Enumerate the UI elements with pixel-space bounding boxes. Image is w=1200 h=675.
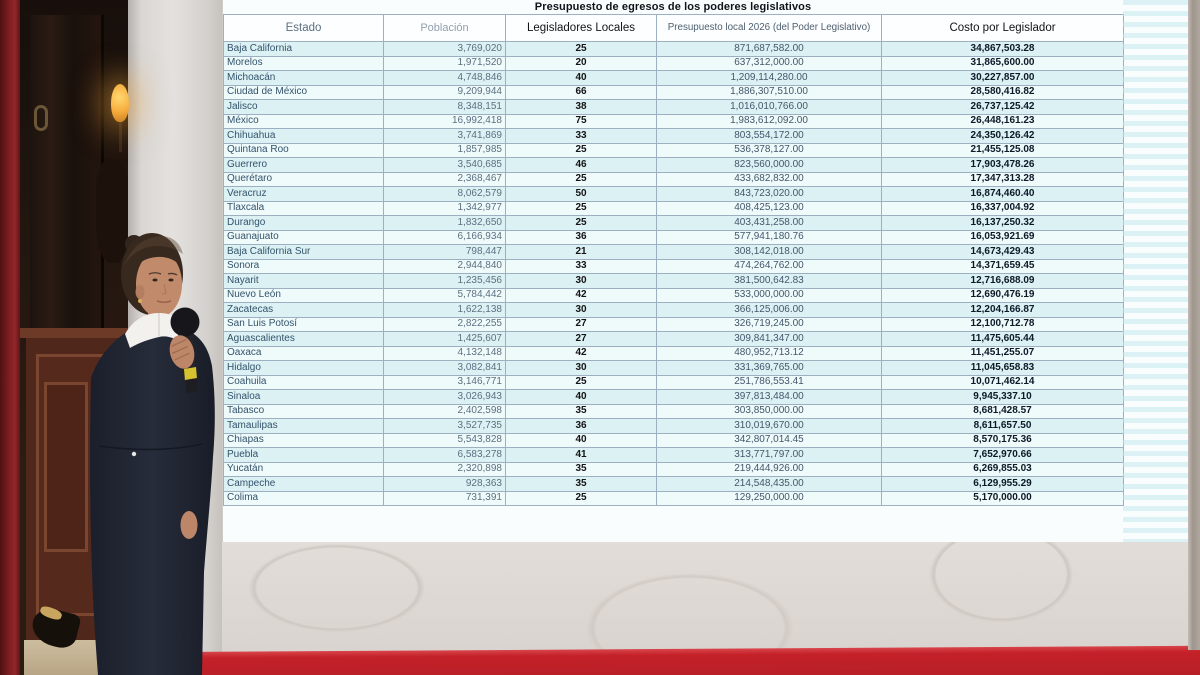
legislators-cell: 25 [506,201,657,216]
budget-cell: 403,431,258.00 [657,216,882,231]
budget-cell: 219,444,926.00 [657,462,882,477]
table-row [224,477,1124,492]
budget-cell: 433,682,832.00 [657,172,882,187]
population-cell: 9,209,944 [384,85,506,100]
population-cell: 6,583,278 [384,448,506,463]
table-row [224,56,1124,71]
legislators-cell: 36 [506,230,657,245]
state-cell: Baja California Sur [224,245,384,260]
table-row [224,245,1124,260]
legislators-cell: 42 [506,288,657,303]
door-handle [34,105,48,131]
legislators-cell: 30 [506,361,657,376]
state-cell: Querétaro [224,172,384,187]
table-row [224,404,1124,419]
state-cell: Sinaloa [224,390,384,405]
table-row [224,346,1124,361]
table-row [224,375,1124,390]
population-cell: 3,769,020 [384,42,506,57]
table-row [224,332,1124,347]
cost-cell: 12,716,688.09 [882,274,1124,289]
legislators-cell: 33 [506,259,657,274]
budget-cell: 871,687,582.00 [657,42,882,57]
state-cell: Nuevo León [224,288,384,303]
cost-cell: 26,737,125.42 [882,100,1124,115]
table-row [224,230,1124,245]
state-cell: Puebla [224,448,384,463]
cost-cell: 8,681,428.57 [882,404,1124,419]
state-cell: Yucatán [224,462,384,477]
legislators-cell: 20 [506,56,657,71]
legislators-cell: 30 [506,303,657,318]
legislators-cell: 42 [506,346,657,361]
ear [136,285,145,299]
legislators-cell: 40 [506,71,657,86]
table-row [224,143,1124,158]
state-cell: Ciudad de México [224,85,384,100]
cost-cell: 34,867,503.28 [882,42,1124,57]
table-row [224,317,1124,332]
table-row [224,288,1124,303]
population-cell: 2,320,898 [384,462,506,477]
budget-table [223,14,1124,506]
population-cell: 2,944,840 [384,259,506,274]
budget-cell: 309,841,347.00 [657,332,882,347]
state-cell: México [224,114,384,129]
state-cell: Quintana Roo [224,143,384,158]
button [132,452,136,456]
population-cell: 731,391 [384,491,506,506]
state-cell: Veracruz [224,187,384,202]
budget-cell: 310,019,670.00 [657,419,882,434]
cost-cell: 10,071,462.14 [882,375,1124,390]
cost-cell: 6,269,855.03 [882,462,1124,477]
earring [138,299,142,303]
cost-cell: 30,227,857.00 [882,71,1124,86]
legislators-cell: 36 [506,419,657,434]
budget-cell: 1,209,114,280.00 [657,71,882,86]
legislators-cell: 25 [506,42,657,57]
state-cell: Chihuahua [224,129,384,144]
table-row [224,71,1124,86]
cost-cell: 5,170,000.00 [882,491,1124,506]
projector-banding [1123,0,1189,542]
legislators-cell: 40 [506,390,657,405]
cost-cell: 12,204,166.87 [882,303,1124,318]
left-eye [152,279,157,282]
cost-cell: 16,053,921.69 [882,230,1124,245]
cost-cell: 28,580,416.82 [882,85,1124,100]
table-row [224,42,1124,57]
cost-cell: 31,865,600.00 [882,56,1124,71]
cost-cell: 17,903,478.26 [882,158,1124,173]
cost-cell: 9,945,337.10 [882,390,1124,405]
column-header: Legisladores Locales [506,15,657,42]
cost-cell: 8,611,657.50 [882,419,1124,434]
cost-cell: 14,673,429.43 [882,245,1124,260]
table-row [224,361,1124,376]
table-row [224,85,1124,100]
state-cell: Tamaulipas [224,419,384,434]
population-cell: 3,741,869 [384,129,506,144]
population-cell: 4,132,148 [384,346,506,361]
legislators-cell: 41 [506,448,657,463]
cost-cell: 24,350,126.42 [882,129,1124,144]
budget-cell: 1,886,307,510.00 [657,85,882,100]
budget-cell: 251,786,553.41 [657,375,882,390]
state-cell: Campeche [224,477,384,492]
budget-cell: 342,807,014.45 [657,433,882,448]
table-row [224,114,1124,129]
budget-cell: 313,771,797.00 [657,448,882,463]
microphone-head [171,308,200,337]
legislators-cell: 25 [506,216,657,231]
state-cell: Tabasco [224,404,384,419]
column-header: Población [384,15,506,42]
table-row [224,158,1124,173]
budget-cell: 843,723,020.00 [657,187,882,202]
state-cell: Tlaxcala [224,201,384,216]
budget-cell: 1,016,010,766.00 [657,100,882,115]
population-cell: 3,540,685 [384,158,506,173]
budget-cell: 577,941,180.76 [657,230,882,245]
cost-cell: 7,652,970.66 [882,448,1124,463]
budget-cell: 308,142,018.00 [657,245,882,260]
state-cell: Colima [224,491,384,506]
table-row [224,448,1124,463]
population-cell: 5,543,828 [384,433,506,448]
amber-lamp [111,84,129,122]
population-cell: 3,082,841 [384,361,506,376]
state-cell: Chiapas [224,433,384,448]
cost-cell: 12,690,476.19 [882,288,1124,303]
door-panel-inner [44,382,88,552]
legislators-cell: 25 [506,491,657,506]
table-row [224,303,1124,318]
cost-cell: 26,448,161.23 [882,114,1124,129]
state-cell: Coahuila [224,375,384,390]
budget-cell: 397,813,484.00 [657,390,882,405]
budget-cell: 1,983,612,092.00 [657,114,882,129]
cost-cell: 16,137,250.32 [882,216,1124,231]
population-cell: 6,166,934 [384,230,506,245]
projection-screen [222,0,1188,542]
budget-cell: 326,719,245.00 [657,317,882,332]
state-cell: Zacatecas [224,303,384,318]
cost-cell: 17,347,313.28 [882,172,1124,187]
table-row [224,129,1124,144]
column-header: Estado [224,15,384,42]
legislators-cell: 25 [506,375,657,390]
budget-cell: 408,425,123.00 [657,201,882,216]
population-cell: 1,425,607 [384,332,506,347]
table-row [224,187,1124,202]
budget-cell: 474,264,762.00 [657,259,882,274]
state-cell: Michoacán [224,71,384,86]
state-cell: Sonora [224,259,384,274]
budget-cell: 381,500,642.83 [657,274,882,289]
table-row [224,390,1124,405]
population-cell: 2,368,467 [384,172,506,187]
legislators-cell: 30 [506,274,657,289]
cost-cell: 21,455,125.08 [882,143,1124,158]
population-cell: 1,342,977 [384,201,506,216]
cost-cell: 8,570,175.36 [882,433,1124,448]
state-cell: San Luis Potosí [224,317,384,332]
table-row [224,201,1124,216]
population-cell: 3,527,735 [384,419,506,434]
right-eye [168,279,173,282]
legislators-cell: 35 [506,462,657,477]
population-cell: 928,363 [384,477,506,492]
population-cell: 3,026,943 [384,390,506,405]
state-cell: Guanajuato [224,230,384,245]
population-cell: 1,971,520 [384,56,506,71]
state-cell: Nayarit [224,274,384,289]
budget-cell: 637,312,000.00 [657,56,882,71]
legislators-cell: 38 [506,100,657,115]
cost-cell: 12,100,712.78 [882,317,1124,332]
table-row [224,491,1124,506]
population-cell: 5,784,442 [384,288,506,303]
population-cell: 3,146,771 [384,375,506,390]
state-cell: Guerrero [224,158,384,173]
legislators-cell: 33 [506,129,657,144]
population-cell: 8,348,151 [384,100,506,115]
column-header: Costo por Legislador [882,15,1124,42]
state-cell: Jalisco [224,100,384,115]
budget-cell: 533,000,000.00 [657,288,882,303]
cost-cell: 16,874,460.40 [882,187,1124,202]
population-cell: 16,992,418 [384,114,506,129]
table-row [224,100,1124,115]
state-cell: Oaxaca [224,346,384,361]
budget-cell: 536,378,127.00 [657,143,882,158]
cost-cell: 11,451,255.07 [882,346,1124,361]
table-row [224,172,1124,187]
state-cell: Morelos [224,56,384,71]
legislators-cell: 21 [506,245,657,260]
table-row [224,216,1124,231]
table-row [224,433,1124,448]
population-cell: 4,748,846 [384,71,506,86]
lamp-stem [119,118,122,152]
presenter [85,232,220,675]
left-hand [181,511,198,539]
population-cell: 8,062,579 [384,187,506,202]
population-cell: 2,402,598 [384,404,506,419]
cost-cell: 6,129,955.29 [882,477,1124,492]
budget-cell: 803,554,172.00 [657,129,882,144]
population-cell: 1,235,456 [384,274,506,289]
legislators-cell: 35 [506,477,657,492]
legislators-cell: 66 [506,85,657,100]
population-cell: 1,832,650 [384,216,506,231]
table-header-row [224,15,1124,42]
state-cell: Baja California [224,42,384,57]
state-cell: Durango [224,216,384,231]
legislators-cell: 75 [506,114,657,129]
state-cell: Aguascalientes [224,332,384,347]
legislators-cell: 25 [506,143,657,158]
red-curtain [0,0,20,675]
table-row [224,274,1124,289]
population-cell: 1,622,138 [384,303,506,318]
microphone-tip [185,378,197,393]
budget-cell: 303,850,000.00 [657,404,882,419]
legislators-cell: 27 [506,332,657,347]
budget-cell: 129,250,000.00 [657,491,882,506]
budget-cell: 214,548,435.00 [657,477,882,492]
budget-cell: 366,125,006.00 [657,303,882,318]
legislators-cell: 50 [506,187,657,202]
slide-title: Presupuesto de egresos de los poderes legislativos [534,1,812,13]
cost-cell: 14,371,659.45 [882,259,1124,274]
budget-cell: 331,369,765.00 [657,361,882,376]
cost-cell: 11,475,605.44 [882,332,1124,347]
legislators-cell: 25 [506,172,657,187]
population-cell: 798,447 [384,245,506,260]
legislators-cell: 27 [506,317,657,332]
column-header: Presupuesto local 2026 (del Poder Legislativo) [657,15,882,42]
state-cell: Hidalgo [224,361,384,376]
budget-cell: 823,560,000.00 [657,158,882,173]
legislators-cell: 40 [506,433,657,448]
table-row [224,419,1124,434]
population-cell: 2,822,255 [384,317,506,332]
table-row [224,462,1124,477]
table-row [224,259,1124,274]
screen-edge [1188,0,1200,650]
legislators-cell: 46 [506,158,657,173]
legislators-cell: 35 [506,404,657,419]
cost-cell: 11,045,658.83 [882,361,1124,376]
cost-cell: 16,337,004.92 [882,201,1124,216]
budget-cell: 480,952,713.12 [657,346,882,361]
population-cell: 1,857,985 [384,143,506,158]
